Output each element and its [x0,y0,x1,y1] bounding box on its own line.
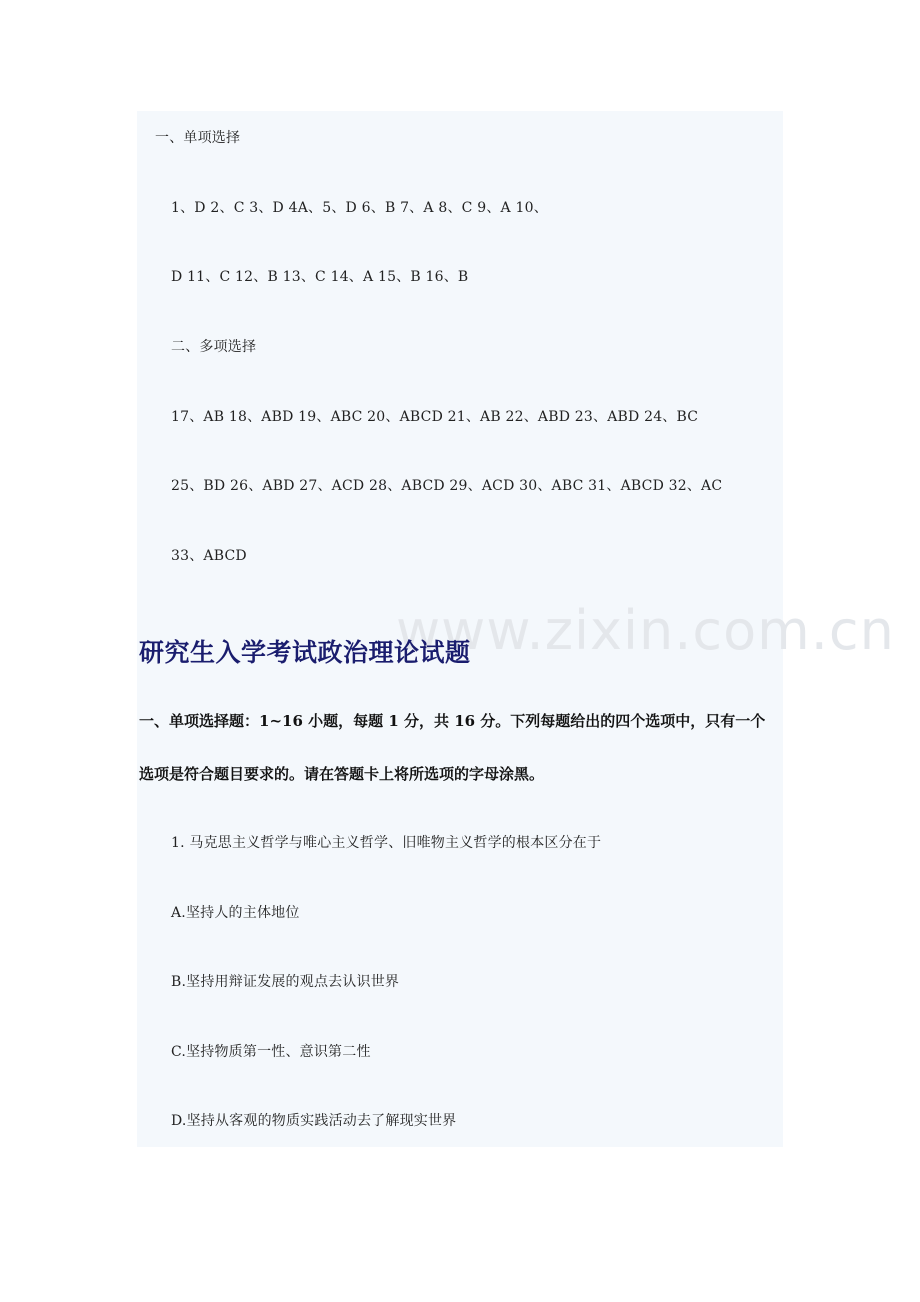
watermark: www.zixin.com.cn [396,599,895,662]
content-panel [137,111,783,1147]
answer-line: 17、AB 18、ABD 19、ABC 20、ABCD 21、AB 22、ABD 23、ABD 24、BC [171,409,699,425]
section-title-multiple-choice: 二、多项选择 [171,339,257,355]
question-option-d: D.坚持从客观的物质实践活动去了解现实世界 [171,1113,457,1129]
exam-title: 研究生入学考试政治理论试题 [139,638,471,667]
answer-line: 1、D 2、C 3、D 4A、5、D 6、B 7、A 8、C 9、A 10、 [171,200,548,216]
instructions-line: 选项是符合题目要求的。请在答题卡上将所选项的字母涂黑。 [139,765,545,783]
answer-line: 25、BD 26、ABD 27、ACD 28、ABCD 29、ACD 30、ABC 31、ABCD 32、AC [171,478,723,494]
section-title-single-choice: 一、单项选择 [155,130,241,146]
question-stem: 1. 马克思主义哲学与唯心主义哲学、旧唯物主义哲学的根本区分在于 [171,835,602,851]
answer-line: 33、ABCD [171,548,247,564]
answer-line: D 11、C 12、B 13、C 14、A 15、B 16、B [171,269,469,285]
instructions-line: 一、单项选择题：1~16 小题，每题 1 分，共 16 分。下列每题给出的四个选项中，只有一个 [139,712,766,730]
question-option-a: A.坚持人的主体地位 [171,905,300,921]
question-option-b: B.坚持用辩证发展的观点去认识世界 [171,974,400,990]
question-option-c: C.坚持物质第一性、意识第二性 [171,1044,371,1060]
